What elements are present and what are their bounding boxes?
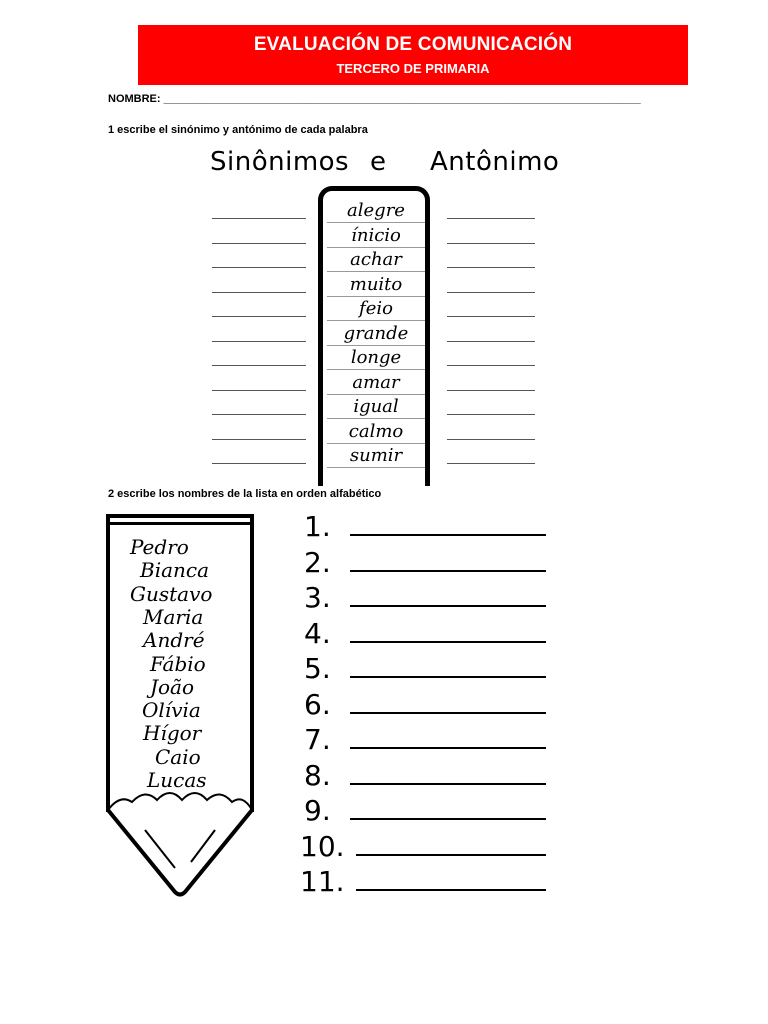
word-item: feio [327,298,425,321]
name-item: Hígor [143,721,202,746]
word-item: achar [327,249,425,272]
answer-number: 4. [304,616,331,650]
synonym-blank[interactable] [212,316,306,317]
word-item: grande [327,323,425,346]
antonym-blank[interactable] [447,218,535,219]
antonym-blank[interactable] [447,316,535,317]
answer-line[interactable] [350,641,546,643]
answer-number: 6. [304,687,331,721]
antonym-blank[interactable] [447,267,535,268]
word-item: amar [327,372,425,395]
synonym-blank[interactable] [212,218,306,219]
answer-number: 10. [300,829,345,863]
answer-line[interactable] [350,783,546,785]
synonym-blank[interactable] [212,341,306,342]
antonym-blank[interactable] [447,390,535,391]
answer-line[interactable] [356,854,546,856]
name-item: João [150,674,195,699]
word-item: longe [327,347,425,370]
synonym-blank[interactable] [212,267,306,268]
name-item: André [143,628,205,653]
name-item: Caio [155,744,201,769]
and-label: e [370,147,387,177]
synonym-blank[interactable] [212,463,306,464]
answer-line[interactable] [350,534,546,536]
answer-number: 8. [304,758,331,792]
synonym-blank[interactable] [212,292,306,293]
name-item: Gustavo [130,581,213,606]
answer-number: 3. [304,581,331,614]
antonyms-title: Antônimo [430,147,560,177]
answer-line[interactable] [350,570,546,572]
name-item: Maria [143,604,204,629]
page-title: EVALUACIÓN DE COMUNICACIÓN [253,34,573,55]
pencil-top-band [107,514,253,518]
answer-line[interactable] [350,676,546,678]
answer-line[interactable] [350,712,546,714]
answer-number: 7. [304,723,331,756]
synonym-blank[interactable] [212,414,306,415]
name-item: Bianca [140,558,210,583]
word-item: sumir [327,445,425,468]
name-item: Pedro [130,535,189,559]
answer-line[interactable] [356,889,546,891]
synonym-blank[interactable] [212,439,306,440]
antonym-blank[interactable] [447,365,535,366]
antonym-blank[interactable] [447,292,535,293]
word-item: muito [327,274,425,297]
question-2: 2 escribe los nombres de la lista en orden alfabético [108,488,382,500]
name-item: Olívia [142,698,201,723]
antonym-blank[interactable] [447,463,535,464]
word-item: ínicio [327,225,425,248]
synonyms-title: Sinônimos [210,147,350,177]
answer-line[interactable] [350,605,546,607]
name-item: Lucas [147,768,207,792]
synonym-blank[interactable] [212,243,306,244]
answer-number: 11. [300,865,345,898]
answer-number: 1. [304,510,331,543]
name-field-label[interactable]: NOMBRE: ______________________________________________________________________________ [108,93,641,105]
header-banner [138,25,688,85]
answer-number: 5. [304,652,331,685]
word-item: alegre [327,200,425,223]
page-subtitle: TERCERO DE PRIMARIA [336,61,490,76]
antonym-blank[interactable] [447,341,535,342]
answer-line[interactable] [350,747,546,749]
answer-number: 9. [304,794,331,827]
question-1: 1 escribe el sinónimo y antónimo de cada palabra [108,124,368,136]
antonym-blank[interactable] [447,243,535,244]
pencil-wood-edge [108,793,252,810]
answer-line[interactable] [350,818,546,820]
pencil-top-band [107,522,253,525]
word-item: calmo [327,421,425,444]
name-item: Fábio [150,651,206,676]
antonym-blank[interactable] [447,439,535,440]
synonym-blank[interactable] [212,390,306,391]
pencil-tip [108,810,252,895]
synonym-blank[interactable] [212,365,306,366]
word-item: igual [327,396,425,419]
antonym-blank[interactable] [447,414,535,415]
answer-number: 2. [304,545,331,579]
